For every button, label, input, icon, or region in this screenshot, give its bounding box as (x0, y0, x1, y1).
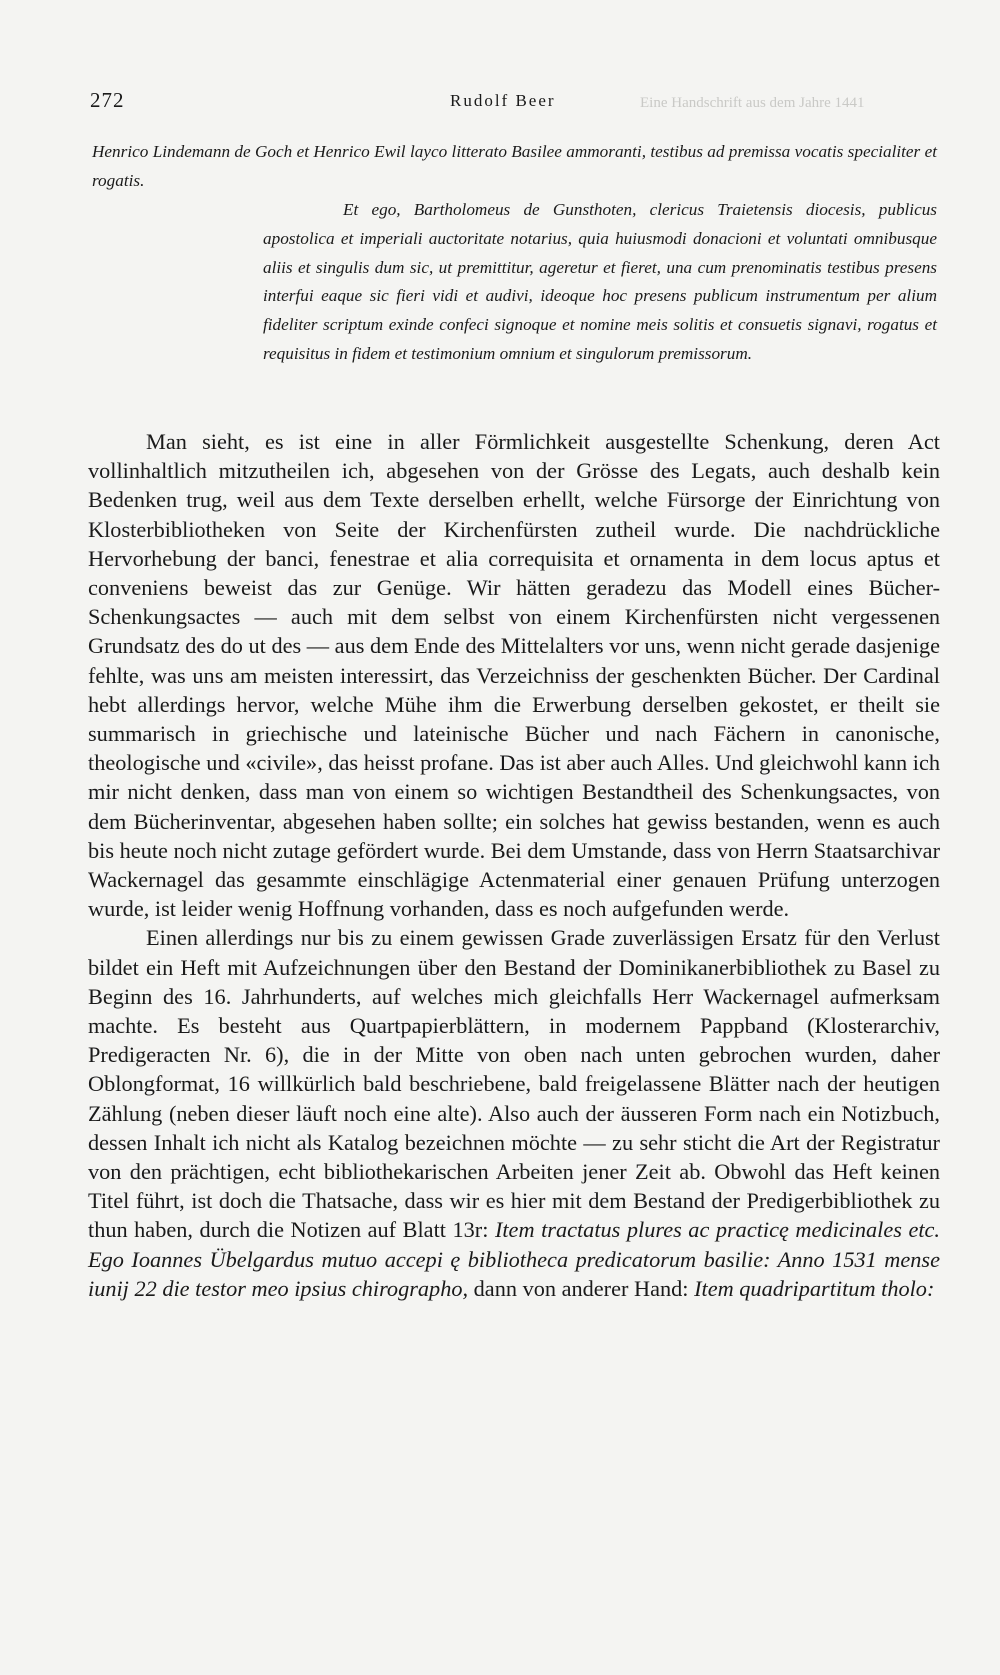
latin-notary-clause: Et ego, Bartholomeus de Gunsthoten, clericus Traietensis diocesis, publicus apostolica et imperiali auctoritate notarius, quia huiusmodi donacioni et voluntati omnibusque aliis et singulis dum sic, ut premittitur, ageretur et fieret, una cum prenominatis testibus presens interfui eaque sic fieri vidi et audivi, ideoque hoc presens publicum instrumentum per alium fideliter scriptum exinde confeci signoque et nomine meis solitis et consuetis signavi, rogatus et requisitus in fidem et testimonium omnium et singulorum premissorum. (263, 200, 937, 363)
paragraph-2 (88, 923, 940, 1303)
running-title: Rudolf Beer (450, 91, 556, 110)
page-number: 272 (90, 88, 125, 112)
latin-witness-clause: Henrico Lindemann de Goch et Henrico Ewil layco litterato Basilee ammoranti, testibus ad premissa vocatis specialiter et rogatis. (92, 142, 937, 190)
paragraph-1: Man sieht, es ist eine in aller Förmlichkeit ausgestellte Schenkung, deren Act vollinhaltlich mitzutheilen ich, abgesehen von der Grösse des Legats, auch deshalb kein Bedenken trug, weil aus dem Texte derselben erhellt, welche Fürsorge der Einrichtung von Klosterbibliotheken von Seite der Kirchenfürsten zutheil wurde. Die nachdrückliche Hervorhebung der banci, fenestrae et alia correquisita et ornamenta in dem locus aptus et conveniens beweist das zur Genüge. Wir hätten geradezu das Modell eines Bücher-Schenkungsactes — auch mit dem selbst von einem Kirchenfürsten nicht vergessenen Grundsatz des do ut des — aus dem Ende des Mittelalters vor uns, wenn nicht gerade dasjenige fehlte, was uns am meisten interessirt, das Verzeichniss der geschenkten Bücher. Der Cardinal hebt allerdings hervor, welche Mühe ihm die Erwerbung derselben gekostet, er theilt sie summarisch in griechische und lateinische Bücher und nach Fächern in canonische, theologische und «civile», das heisst profane. Das ist aber auch Alles. Und gleichwohl kann ich mir nicht denken, dass man von einem so wichtigen Bestandtheil des Schenkungsactes, von dem Bücherinventar, abgesehen haben sollte; ein solches hat gewiss bestanden, wenn es auch bis heute noch nicht zutage gefördert wurde. Bei dem Umstande, dass von Herrn Staatsarchivar Wackernagel das gesammte einschlägige Actenmaterial einer genauen Prüfung unterzogen wurde, ist leider wenig Hoffnung vorhanden, dass es noch aufgefunden werde. (88, 429, 940, 922)
bleed-through-text: Eine Handschrift aus dem Jahre 1441 (640, 95, 865, 111)
paragraph-2-text: Einen allerdings nur bis zu einem gewissen Grade zuverlässigen Ersatz für den Verlust bildet ein Heft mit Aufzeichnungen über den Bestand der Dominikanerbibliothek zu Basel zu Beginn des 16. Jahrhunderts, auf welches mich gleichfalls Herr Wackernagel aufmerksam machte. Es besteht aus Quartpapierblättern, in modernem Pappband (Klosterarchiv, Predigeracten Nr. 6), die in der Mitte von oben nach unten gebrochen wurden, daher Oblongformat, 16 willkürlich bald beschriebene, bald freigelassene Blätter nach der heutigen Zählung (neben dieser läuft noch eine alte). Also auch der äusseren Form nach ein Notizbuch, dessen Inhalt ich nicht als Katalog bezeichnen möchte — zu sehr sticht die Art der Registratur von den prächtigen, echt bibliothekarischen Arbeiten jener Zeit ab. Obwohl das Heft keinen Titel führt, ist doch die Thatsache, dass wir es hier mit dem Bestand der Predigerbibliothek zu thun haben, durch die Notizen auf Blatt 13r: (88, 925, 940, 1243)
italic-quote-1: Item tractatus plures ac practicę medicinales etc. Ego Ioannes Übelgardus mutuo accepi ę bibliotheca predicatorum basilie: Anno 1531 mense iunij 22 die testor meo ipsius chirographo, (88, 1217, 941, 1301)
italic-quote-2: Item quadripartitum tholo: (694, 1275, 935, 1301)
paragraph-2-connector: dann von anderer Hand: (473, 1275, 689, 1301)
main-text (88, 427, 940, 1303)
page-header (90, 88, 940, 118)
